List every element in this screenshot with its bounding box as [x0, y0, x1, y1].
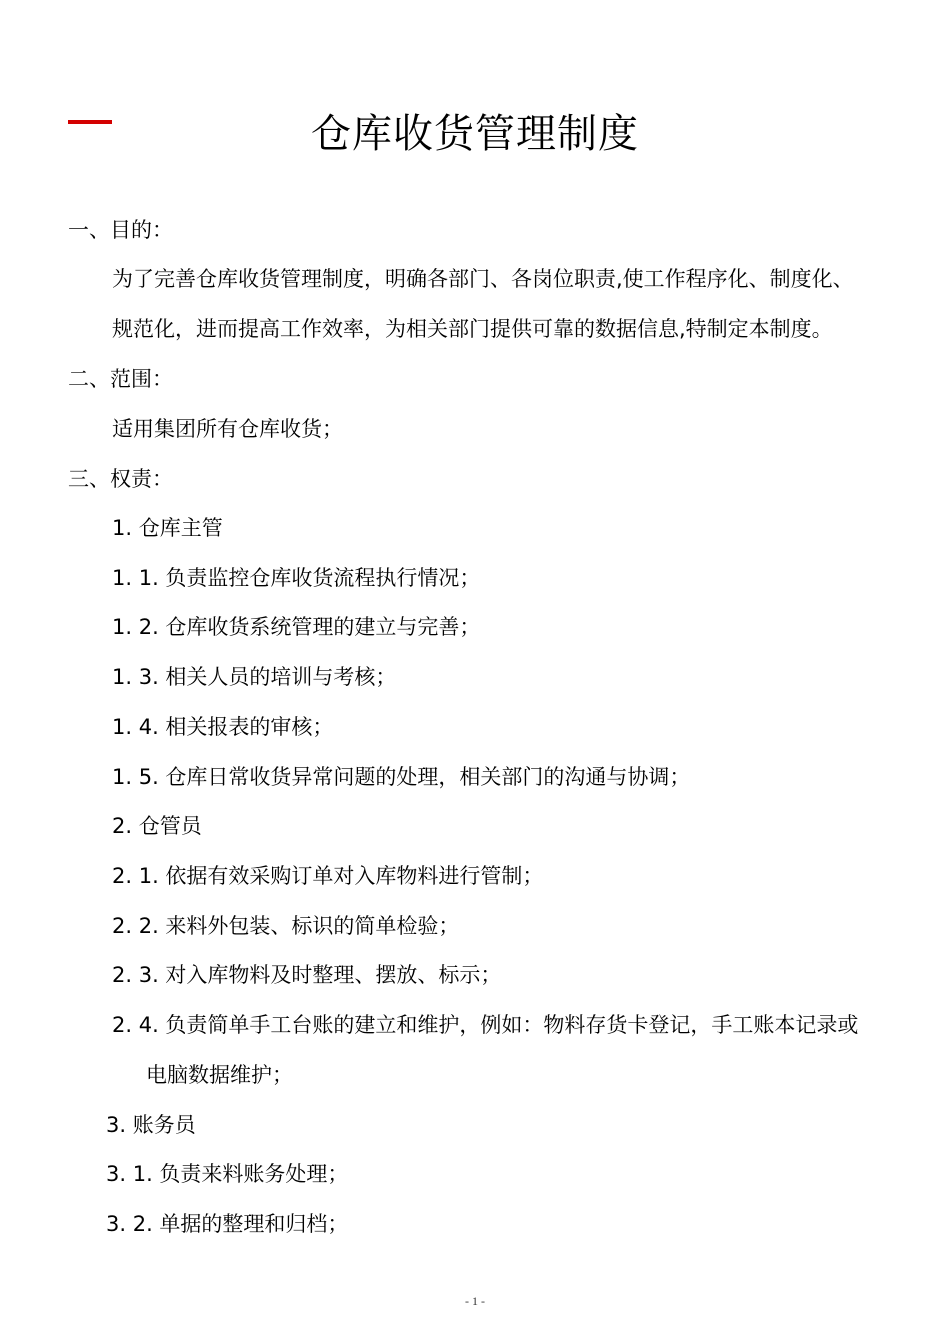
- document-title: 仓库收货管理制度: [311, 111, 639, 157]
- list-item: 1. 3. 相关人员的培训与考核；: [112, 665, 397, 689]
- list-item: 3. 1. 负责来料账务处理；: [106, 1162, 349, 1186]
- page-number: - 1 -: [465, 1294, 485, 1308]
- section-heading-scope: 二、范围：: [68, 367, 173, 391]
- role-heading-warehouse-supervisor: 1. 仓库主管: [112, 516, 223, 540]
- purpose-paragraph-line-1: 为了完善仓库收货管理制度，明确各部门、各岗位职责,使工作程序化、制度化、: [112, 267, 854, 291]
- role-heading-warehouse-keeper: 2. 仓管员: [112, 814, 202, 838]
- list-item: 2. 2. 来料外包装、标识的简单检验；: [112, 914, 460, 938]
- list-item: 3. 2. 单据的整理和归档；: [106, 1212, 349, 1236]
- section-heading-responsibilities: 三、权责：: [68, 467, 173, 491]
- list-item: 1. 5. 仓库日常收货异常问题的处理，相关部门的沟通与协调；: [112, 765, 691, 789]
- role-heading-accountant: 3. 账务员: [106, 1113, 196, 1137]
- scope-paragraph: 适用集团所有仓库收货；: [112, 417, 343, 441]
- list-item: 2. 1. 依据有效采购订单对入库物料进行管制；: [112, 864, 544, 888]
- purpose-paragraph-line-2: 规范化，进而提高工作效率，为相关部门提供可靠的数据信息,特制定本制度。: [112, 317, 833, 341]
- list-item: 1. 4. 相关报表的审核；: [112, 715, 334, 739]
- list-item: 1. 1. 负责监控仓库收货流程执行情况；: [112, 566, 481, 590]
- list-item-continuation: 电脑数据维护；: [146, 1063, 293, 1087]
- list-item: 1. 2. 仓库收货系统管理的建立与完善；: [112, 615, 481, 639]
- list-item: 2. 3. 对入库物料及时整理、摆放、标示；: [112, 963, 502, 987]
- list-item: 2. 4. 负责简单手工台账的建立和维护，例如：物料存货卡登记，手工账本记录或: [112, 1013, 859, 1037]
- section-heading-purpose: 一、目的：: [68, 218, 173, 242]
